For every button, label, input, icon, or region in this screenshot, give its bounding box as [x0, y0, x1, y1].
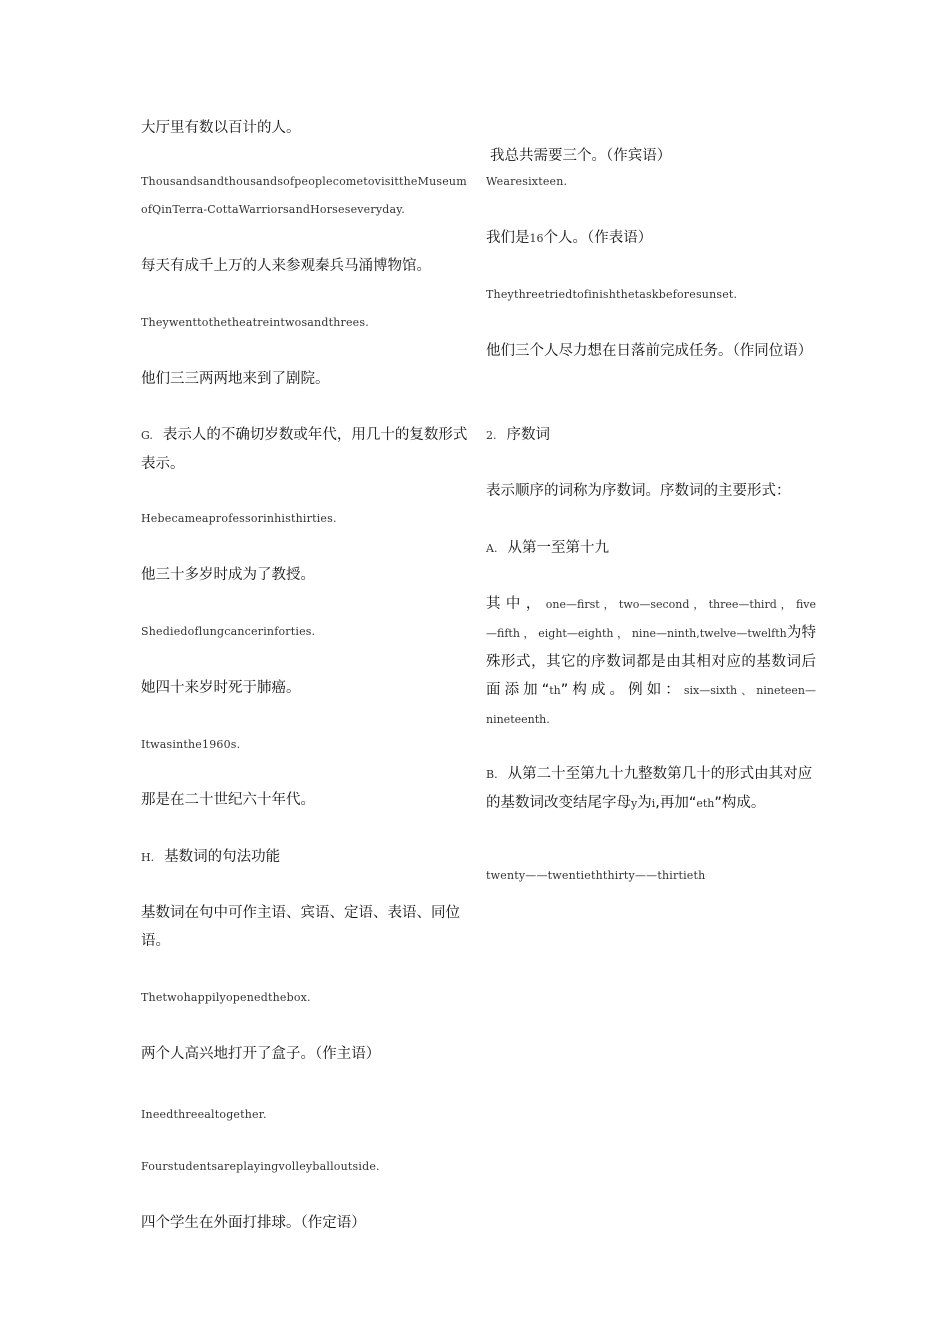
number: 16	[529, 232, 544, 245]
heading-text: 从第一至第十九	[507, 540, 609, 556]
example-sentence: ThousandsandthousandsofpeoplecometovisittheMuseumofQinTerra-CottaWarriorsandHorseseveryday.	[141, 175, 467, 216]
example-sentence: Fourstudentsareplayingvolleyballoutside.	[141, 1160, 380, 1173]
text: 为特殊形式，其它的序数词都是由其相对应的基数词后面添加“	[486, 625, 817, 698]
heading-text: 基数词的句法功能	[164, 849, 281, 865]
paragraph	[486, 590, 816, 734]
examples: one—first ， two—second ， three—third ， five—fifth ， eight—eighth ， nine—ninth,twelve—twelfth	[486, 598, 817, 640]
letter: i	[651, 797, 656, 810]
list-marker: G.	[141, 429, 153, 442]
text: 从第二十至第九十九整数第几十的形式由其对应的基数词改变结尾字母	[486, 766, 813, 811]
list-marker: H.	[141, 851, 155, 864]
text: 其 中 ，	[486, 596, 541, 612]
paragraph: 那是在二十世纪六十年代。	[141, 792, 315, 808]
example-sentence: Shediedoflungcancerinforties.	[141, 625, 316, 638]
list-marker: 2.	[486, 429, 497, 442]
list-marker: B.	[486, 768, 498, 781]
heading-text: 序数词	[506, 427, 550, 443]
paragraph: 两个人高兴地打开了盒子。（作主语）	[141, 1046, 381, 1062]
paragraph: 他们三三两两地来到了剧院。	[141, 371, 330, 387]
paragraph: 她四十来岁时死于肺癌。	[141, 680, 301, 696]
paragraph: 他们三个人尽力想在日落前完成任务。（作同位语）	[486, 343, 813, 359]
section-heading-g	[141, 421, 468, 478]
example-sentence: Thetwohappilyopenedthebox.	[141, 991, 311, 1004]
paragraph: 四个学生在外面打排球。（作定语）	[141, 1215, 366, 1231]
paragraph: 表示顺序的词称为序数词。序数词的主要形式：	[486, 483, 791, 499]
example-sentence: Wearesixteen.	[486, 175, 568, 188]
section-heading-a	[486, 534, 816, 563]
list-marker: A.	[486, 542, 498, 555]
letter: y	[631, 797, 638, 810]
text: ”构成。例如：	[560, 682, 684, 698]
example-sentence: Theywenttothetheatreintwosandthrees.	[141, 316, 369, 329]
paragraph: 他三十多岁时成为了教授。	[141, 567, 315, 583]
text: ”构成。	[714, 795, 766, 811]
paragraph: 大厅里有数以百计的人。	[141, 120, 301, 136]
paragraph	[486, 224, 816, 253]
text: ,再加“	[655, 795, 697, 811]
example-sentence: Ineedthreealtogether.	[141, 1108, 267, 1121]
example-sentence: Hebecameaprofessorinhisthirties.	[141, 512, 337, 525]
examples: six—sixth、nineteen—nineteenth.	[486, 684, 816, 726]
heading-text: 表示人的不确切岁数或年代，用几十的复数形式表示。	[141, 427, 468, 472]
text: 我们是	[486, 230, 530, 246]
paragraph: 每天有成千上万的人来参观秦兵马涌博物馆。	[141, 258, 431, 274]
example-sentence: twenty——twentieththirty——thirtieth	[486, 869, 706, 882]
example-sentence: Theythreetriedtofinishthetaskbeforesunset.	[486, 288, 738, 301]
paragraph: 我总共需要三个。（作宾语）	[490, 148, 672, 164]
suffix: th	[549, 684, 561, 697]
example-sentence: Itwasinthe1960s.	[141, 738, 241, 751]
suffix: eth	[696, 797, 715, 810]
paragraph: 基数词在句中可作主语、宾语、定语、表语、同位语。	[141, 905, 460, 949]
section-heading-2	[486, 421, 816, 450]
section-heading-h	[141, 843, 468, 872]
text: 个人。（作表语）	[543, 230, 653, 246]
text: 为	[637, 795, 652, 811]
section-heading-b	[486, 760, 816, 818]
